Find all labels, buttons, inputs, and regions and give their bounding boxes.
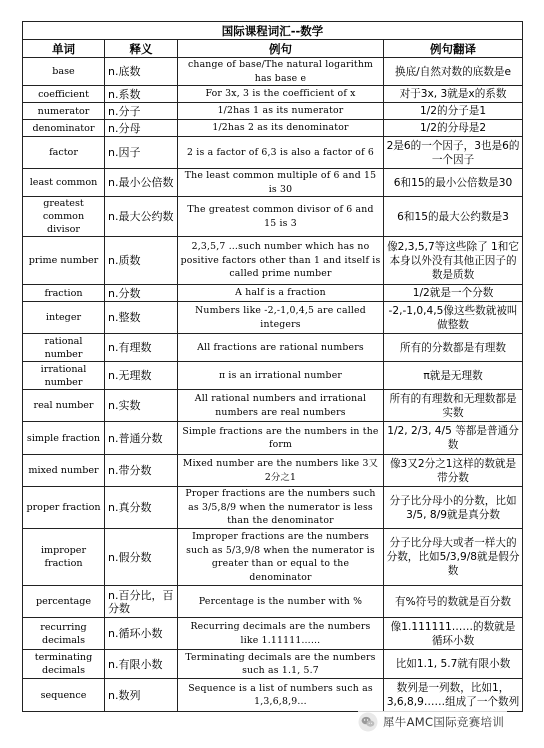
example-cell: Simple fractions are the numbers in the form (178, 422, 384, 455)
term-cell: terminating decimals (23, 650, 105, 679)
header-meaning: 释义 (105, 40, 178, 58)
term-cell: prime number (23, 237, 105, 285)
translation-cell: 对于3x, 3就是x的系数 (384, 86, 523, 103)
term-cell: factor (23, 137, 105, 169)
term-cell: rational number (23, 334, 105, 362)
translation-cell: 1/2的分母是2 (384, 120, 523, 137)
translation-cell: 所有的分数都是有理数 (384, 334, 523, 362)
translation-cell: 2是6的一个因子，3也是6的一个因子 (384, 137, 523, 169)
table-row (23, 285, 523, 302)
translation-cell: 6和15的最小公倍数是30 (384, 169, 523, 197)
example-cell: 1/2has 1 as its numerator (178, 103, 384, 120)
term-cell: fraction (23, 285, 105, 302)
table-row (23, 362, 523, 390)
term-cell: numerator (23, 103, 105, 120)
example-cell: 2,3,5,7 …such number which has no positive factors other than 1 and itself is called prime number (178, 237, 384, 285)
translation-cell: 比如1.1, 5.7就有限小数 (384, 650, 523, 679)
example-cell: Recurring decimals are the numbers like 1.11111…… (178, 618, 384, 650)
translation-cell: 1/2的分子是1 (384, 103, 523, 120)
term-cell: improper fraction (23, 529, 105, 586)
example-cell: π is an irrational number (178, 362, 384, 390)
table-row (23, 586, 523, 618)
translation-cell: 所有的有理数和无理数都是实数 (384, 390, 523, 422)
term-cell: greatest common divisor (23, 197, 105, 237)
table-row (23, 390, 523, 422)
term-cell: sequence (23, 679, 105, 712)
definition-cell: n.百分比，百分数 (105, 586, 178, 618)
term-cell: mixed number (23, 455, 105, 487)
table-row (23, 86, 523, 103)
translation-cell: 1/2就是一个分数 (384, 285, 523, 302)
translation-cell: 有%符号的数就是百分数 (384, 586, 523, 618)
definition-cell: n.整数 (105, 302, 178, 334)
term-cell: denominator (23, 120, 105, 137)
definition-cell: n.分数 (105, 285, 178, 302)
definition-cell: n.无理数 (105, 362, 178, 390)
table-row (23, 302, 523, 334)
translation-cell: 数列是一列数，比如1，3,6,8,9……组成了一个数列 (384, 679, 523, 712)
definition-cell: n.带分数 (105, 455, 178, 487)
translation-cell: π就是无理数 (384, 362, 523, 390)
table-row (23, 487, 523, 529)
translation-cell: 分子比分母大或者一样大的分数，比如5/3,9/8就是假分数 (384, 529, 523, 586)
definition-cell: n.循环小数 (105, 618, 178, 650)
table-row (23, 58, 523, 86)
term-cell: recurring decimals (23, 618, 105, 650)
definition-cell: n.最小公倍数 (105, 169, 178, 197)
term-cell: percentage (23, 586, 105, 618)
table-row (23, 197, 523, 237)
watermark-text: 犀牛AMC国际竞赛培训 (383, 715, 505, 729)
example-cell: The least common multiple of 6 and 15 is 30 (178, 169, 384, 197)
translation-cell: 6和15的最大公约数是3 (384, 197, 523, 237)
translation-cell: 换底/自然对数的底数是e (384, 58, 523, 86)
table-row (23, 169, 523, 197)
term-cell: coefficient (23, 86, 105, 103)
table-row (23, 455, 523, 487)
example-cell: 2 is a factor of 6,3 is also a factor of 6 (178, 137, 384, 169)
header-translation: 例句翻译 (384, 40, 523, 58)
table-row (23, 679, 523, 712)
table-row (23, 422, 523, 455)
vocab-table (22, 21, 523, 712)
translation-cell: -2,-1,0,4,5像这些数就被叫做整数 (384, 302, 523, 334)
translation-cell: 1/2, 2/3, 4/5 等都是普通分数 (384, 422, 523, 455)
definition-cell: n.有理数 (105, 334, 178, 362)
header-example: 例句 (178, 40, 384, 58)
table-row (23, 529, 523, 586)
example-cell: For 3x, 3 is the coefficient of x (178, 86, 384, 103)
definition-cell: n.最大公约数 (105, 197, 178, 237)
watermark (358, 711, 507, 733)
term-cell: proper fraction (23, 487, 105, 529)
example-cell: Proper fractions are the numbers such as 3/5,8/9 when the numerator is less than the denominator (178, 487, 384, 529)
translation-cell: 像3又2分之1这样的数就是带分数 (384, 455, 523, 487)
term-cell: simple fraction (23, 422, 105, 455)
definition-cell: n.因子 (105, 137, 178, 169)
example-cell: All rational numbers and irrational numbers are real numbers (178, 390, 384, 422)
translation-cell: 分子比分母小的分数，比如3/5, 8/9就是真分数 (384, 487, 523, 529)
term-cell: base (23, 58, 105, 86)
definition-cell: n.分子 (105, 103, 178, 120)
example-cell: All fractions are rational numbers (178, 334, 384, 362)
definition-cell: n.有限小数 (105, 650, 178, 679)
term-cell: real number (23, 390, 105, 422)
table-title: 国际课程词汇--数学 (23, 22, 523, 40)
term-cell: irrational number (23, 362, 105, 390)
table-row (23, 237, 523, 285)
definition-cell: n.底数 (105, 58, 178, 86)
term-cell: integer (23, 302, 105, 334)
wechat-icon (358, 712, 378, 732)
example-cell: Sequence is a list of numbers such as 1,3,6,8,9... (178, 679, 384, 712)
title-row (23, 22, 523, 40)
term-cell: least common (23, 169, 105, 197)
translation-cell: 像1.111111……的数就是循环小数 (384, 618, 523, 650)
example-cell: Improper fractions are the numbers such as 5/3,9/8 when the numerator is greater than or equal to the denominator (178, 529, 384, 586)
example-cell: The greatest common divisor of 6 and 15 is 3 (178, 197, 384, 237)
translation-cell: 像2,3,5,7等这些除了 1和它本身以外没有其他正因子的数是质数 (384, 237, 523, 285)
example-cell: A half is a fraction (178, 285, 384, 302)
example-cell: Percentage is the number with % (178, 586, 384, 618)
definition-cell: n.质数 (105, 237, 178, 285)
table-row (23, 137, 523, 169)
definition-cell: n.普通分数 (105, 422, 178, 455)
definition-cell: n.分母 (105, 120, 178, 137)
definition-cell: n.实数 (105, 390, 178, 422)
definition-cell: n.数列 (105, 679, 178, 712)
example-cell: Terminating decimals are the numbers such as 1.1, 5.7 (178, 650, 384, 679)
header-word: 单词 (23, 40, 105, 58)
definition-cell: n.假分数 (105, 529, 178, 586)
definition-cell: n.真分数 (105, 487, 178, 529)
table-row (23, 103, 523, 120)
table-row (23, 120, 523, 137)
definition-cell: n.系数 (105, 86, 178, 103)
example-cell: Numbers like -2,-1,0,4,5 are called integers (178, 302, 384, 334)
example-cell: Mixed number are the numbers like 3又2分之1 (178, 455, 384, 487)
header-row (23, 40, 523, 58)
table-row (23, 618, 523, 650)
example-cell: 1/2has 2 as its denominator (178, 120, 384, 137)
table-row (23, 334, 523, 362)
example-cell: change of base/The natural logarithm has base e (178, 58, 384, 86)
table-row (23, 650, 523, 679)
